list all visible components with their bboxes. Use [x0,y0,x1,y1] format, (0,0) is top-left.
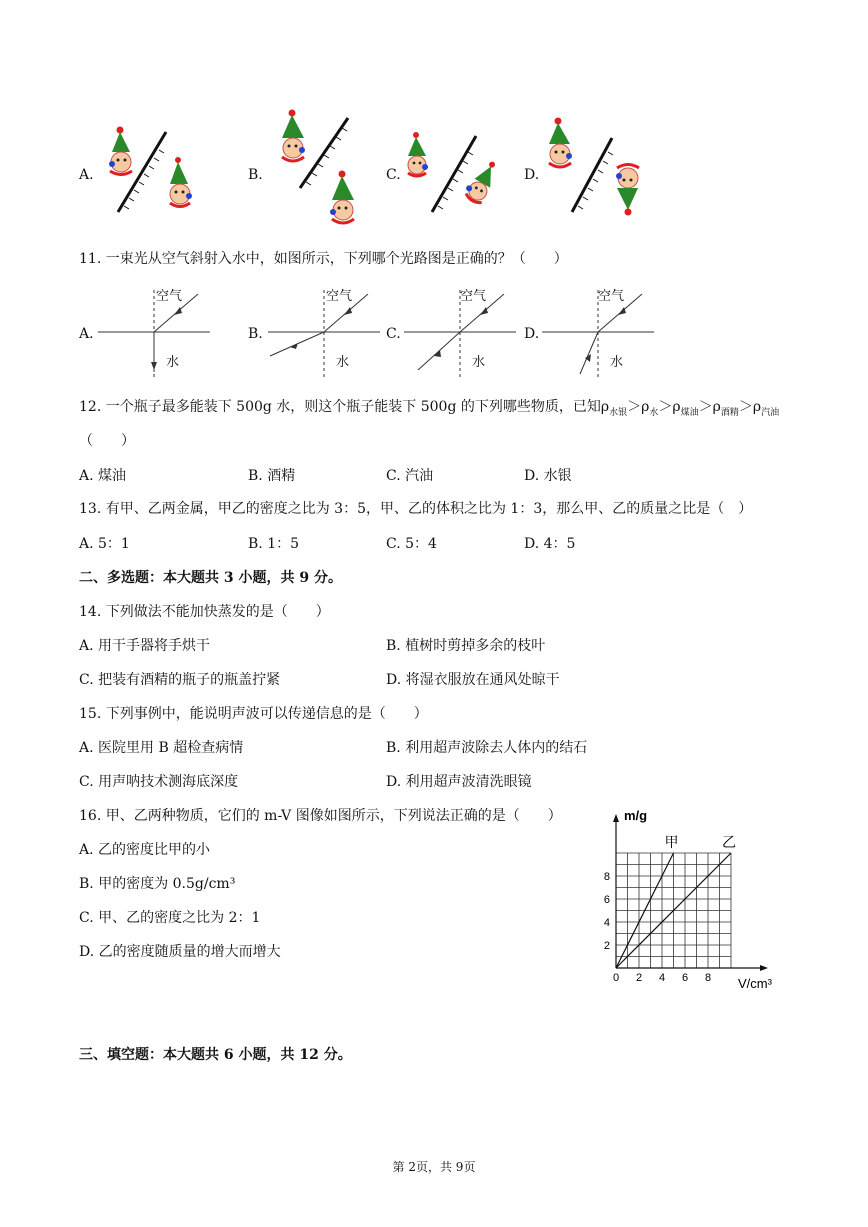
rho-subscript: 水银 [609,407,628,418]
q16-option-d: D. 乙的密度随质量的增大而增大 [79,944,281,960]
q11-diagram-b [268,288,380,380]
q16-option-a: A. 乙的密度比甲的小 [79,842,211,858]
water-label: 水 [336,355,350,370]
y-axis-arrow-icon [613,814,619,822]
q14-stem: 14. 下列做法不能加快蒸发的是（ ） [79,604,330,620]
q15-option-a: A. 医院里用 B 超检查病情 [79,740,244,756]
page-footer: 第 2页，共 9页 [392,1160,476,1174]
rho-operator: ＞ρ [738,399,762,415]
air-label: 空气 [326,289,353,304]
air-label: 空气 [156,289,183,304]
mirror-icon [300,118,348,188]
air-label: 空气 [598,289,625,304]
q16-option-c: C. 甲、乙的密度之比为 2：1 [79,910,261,926]
q11-option-a-label: A. [79,326,94,342]
q14-option-d: D. 将湿衣服放在通风处晾干 [386,672,560,688]
y-tick-label: 6 [603,894,610,906]
rho-subscript: 汽油 [761,407,780,418]
q13-option-d: D. 4：5 [524,536,576,552]
y-tick-label: 2 [603,940,610,952]
water-label: 水 [472,355,486,370]
q12-option-d: D. 水银 [524,468,572,484]
elf-head-icon [549,118,572,168]
elf-head-icon [170,157,192,207]
q11-stem: 11. 一束光从空气斜射入水中，如图所示，下列哪个光路图是正确的？（ ） [79,251,568,267]
x-axis-label: V/cm³ [738,976,772,991]
q12-stem-text: 12. 一个瓶子最多能装下 500g 水，则这个瓶子能装下 500g 的下列哪些物质，已知ρ [79,399,610,415]
rho-operator: ＞ρ [658,399,681,415]
q10-figure-b [272,110,382,230]
q14-option-b: B. 植树时剪掉多余的枝叶 [386,638,546,654]
elf-head-icon [330,171,354,224]
q12-option-c: C. 汽油 [386,468,434,484]
mv-chart-svg [596,806,796,990]
series-label-0: 甲 [664,835,679,851]
q13-stem: 13. 有甲、乙两金属，甲乙的密度之比为 3：5，甲、乙的体积之比为 1：3，那么甲、乙的质量之比是（ ） [79,501,753,517]
rho-operator: ＞ρ [698,399,721,415]
q15-stem: 15. 下列事例中，能说明声波可以传递信息的是（ ） [79,706,428,722]
y-axis-label: m/g [624,808,648,823]
q15-option-b: B. 利用超声波除去人体内的结石 [386,740,588,756]
q16-option-b: B. 甲的密度为 0.5g/cm³ [79,876,236,892]
mirror-icon [572,138,613,212]
q11-diagram-c [404,288,516,380]
q15-option-c: C. 用声呐技术测海底深度 [79,774,239,790]
q12-option-a: A. 煤油 [79,468,127,484]
air-label: 空气 [460,289,487,304]
mirror-icon [432,136,476,212]
q10-figure-c [400,130,510,222]
q12-answer-bracket: （ ） [79,433,135,449]
q11-diagram-a [98,288,210,380]
y-tick-label: 4 [603,917,610,929]
water-label: 水 [166,355,180,370]
series-label-1: 乙 [722,835,736,851]
q10-option-b-label: B. [248,167,263,183]
q11-option-d-label: D. [524,326,540,342]
q11-diagram-d [542,288,654,380]
elf-head-icon [282,110,305,162]
rho-subscript: 煤油 [680,407,699,418]
q11-option-c-label: C. [386,326,401,342]
elf-head-icon [408,132,428,176]
x-axis-arrow-icon [760,965,768,971]
q10-option-d-label: D. [524,167,540,183]
q13-option-a: A. 5：1 [79,536,130,552]
x-tick-label: 2 [635,972,643,984]
q11-option-b-label: B. [248,326,263,342]
q12-option-b: B. 酒精 [248,468,296,484]
section-heading-fill-in: 三、填空题：本大题共 6 小题，共 12 分。 [79,1047,352,1063]
section-heading-multiple-choice: 二、多选题：本大题共 3 小题，共 9 分。 [79,570,342,586]
elf-head-icon [616,165,639,216]
q16-stem: 16. 甲、乙两种物质，它们的 m-V 图像如图所示，下列说法正确的是（ ） [79,808,562,824]
rho-subscript: 水 [649,407,659,418]
q14-option-c: C. 把装有酒精的瓶子的瓶盖拧紧 [79,672,281,688]
q13-option-b: B. 1：5 [248,536,300,552]
water-label: 水 [610,355,624,370]
y-tick-label: 8 [603,871,610,883]
q13-option-c: C. 5：4 [386,536,437,552]
x-tick-label: 4 [658,972,666,984]
q10-option-a-label: A. [79,167,94,183]
q14-option-a: A. 用干手器将手烘干 [79,638,211,654]
x-tick-label: 0 [612,972,620,984]
q10-option-c-label: C. [386,167,401,183]
x-tick-label: 8 [704,972,712,984]
q15-option-d: D. 利用超声波清洗眼镜 [386,774,532,790]
q12-stem [79,398,779,422]
x-tick-label: 6 [681,972,689,984]
elf-head-icon [109,127,132,175]
rho-operator: ＞ρ [627,399,650,415]
mv-chart [596,806,796,990]
q10-figure-d [540,118,650,226]
rho-subscript: 酒精 [720,407,739,418]
q10-figure-a [98,122,208,222]
